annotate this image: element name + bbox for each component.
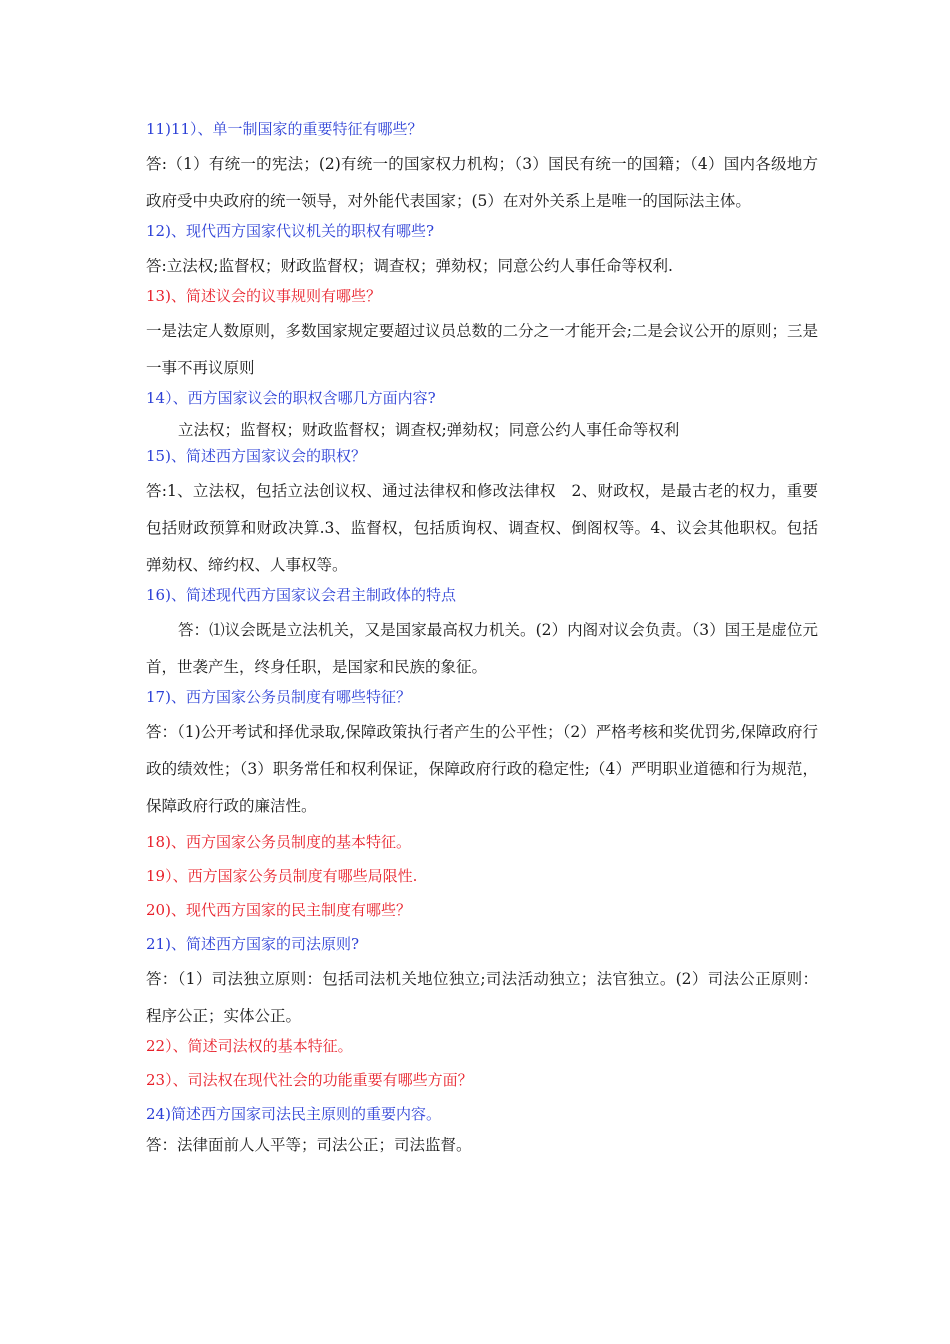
question-22: 22）、简述司法权的基本特征。 — [146, 1037, 353, 1055]
question-13: 13)、简述议会的议事规则有哪些？ — [146, 287, 381, 305]
answer-16: 答：⑴议会既是立法机关，又是国家最高权力机关。(2）内阁对议会负责。（3）国王是虚位元首，世袭产生，终身任职，是国家和民族的象征。 — [146, 621, 818, 676]
question-17: 17)、西方国家公务员制度有哪些特征？ — [146, 688, 411, 706]
answer-14: 立法权；监督权；财政监督权；调查权;弹劾权；同意公约人事任命等权利 — [178, 421, 680, 439]
document-page — [146, 118, 818, 1159]
question-18: 18)、西方国家公务员制度的基本特征。 — [146, 833, 411, 851]
answer-15: 答:1、立法权，包括立法创议权、通过法律权和修改法律权 2、财政权，是最古老的权力，重要包括财政预算和财政决算.3、监督权，包括质询权、调查权、倒阁权等。4、议会其他职权。包括弹劾权、缔约权、人事权等。 — [146, 482, 818, 574]
answer-11: 答:（1）有统一的宪法；(2)有统一的国家权力机构；（3）国民有统一的国籍；（4）国内各级地方政府受中央政府的统一领导，对外能代表国家；(5）在对外关系上是唯一的国际法主体。 — [146, 155, 818, 210]
question-16: 16)、简述现代西方国家议会君主制政体的特点 — [146, 586, 456, 604]
question-19: 19）、西方国家公务员制度有哪些局限性. — [146, 867, 418, 885]
question-24: 24)简述西方国家司法民主原则的重要内容。 — [146, 1105, 441, 1123]
answer-21: 答：（1）司法独立原则：包括司法机关地位独立;司法活动独立；法官独立。(2）司法公正原则：程序公正；实体公正。 — [146, 970, 818, 1025]
question-12: 12)、现代西方国家代议机关的职权有哪些? — [146, 222, 434, 240]
answer-24: 答：法律面前人人平等；司法公正；司法监督。 — [146, 1136, 472, 1154]
question-21: 21)、简述西方国家的司法原则? — [146, 935, 359, 953]
question-15: 15)、简述西方国家议会的职权？ — [146, 447, 366, 465]
answer-17: 答：（1)公开考试和择优录取,保障政策执行者产生的公平性；（2）严格考核和奖优罚劣,保障政府行政的绩效性；（3）职务常任和权利保证，保障政府行政的稳定性;（4）严明职业道德和行为规范，保障政府行政的廉洁性。 — [146, 723, 818, 815]
question-23: 23）、司法权在现代社会的功能重要有哪些方面？ — [146, 1071, 473, 1089]
question-14: 14）、西方国家议会的职权含哪几方面内容? — [146, 389, 436, 407]
answer-13: 一是法定人数原则，多数国家规定要超过议员总数的二分之一才能开会;二是会议公开的原则；三是一事不再议原则 — [146, 322, 818, 377]
question-11: 11)11）、单一制国家的重要特征有哪些？ — [146, 120, 423, 138]
answer-12: 答:立法权;监督权；财政监督权；调查权；弹劾权；同意公约人事任命等权利. — [146, 257, 673, 275]
question-20: 20)、现代西方国家的民主制度有哪些？ — [146, 901, 411, 919]
